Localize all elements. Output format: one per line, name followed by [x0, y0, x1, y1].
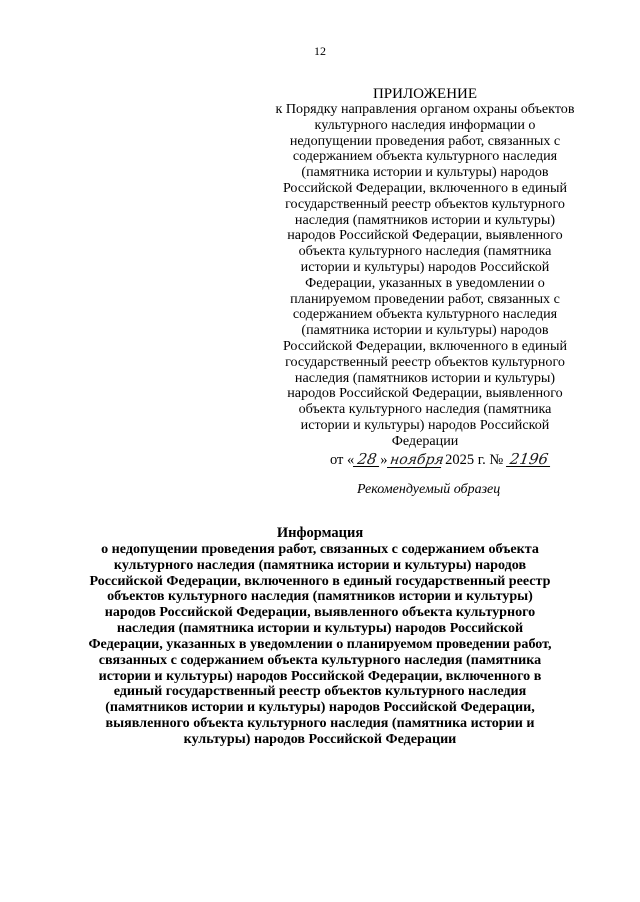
date-prefix: от «	[330, 452, 355, 468]
handwritten-month: ноября	[388, 452, 445, 468]
page-number: 12	[314, 44, 326, 58]
appendix-block	[262, 86, 588, 450]
info-title: Информация	[276, 525, 364, 541]
info-block	[0, 526, 640, 748]
info-body: о недопущении проведения работ, связанных с содержанием объекта культурного наследия (памятника истории и культуры) народов Российской Федерации, включенного в единый государственный реестр объектов культурного наследия (памятников истории и культуры) народов Российской Федерации, выявленного объекта культурного наследия (памятника истории и культуры) народов Российской Федерации, указанных в уведомлении о планируемом проведении работ, связанных с содержанием объекта культурного наследия (памятника истории и культуры) народов Российской Федерации, включенного в единый государственный реестр объектов культурного наследия (памятников истории и культуры) народов Российской Федерации, выявленного объекта культурного наследия (памятника истории и культуры) народов Российской Федерации	[88, 540, 552, 747]
handwritten-document-number: 2196	[506, 452, 552, 467]
date-line	[330, 450, 551, 470]
handwritten-day: 28	[353, 452, 381, 467]
date-year: 2025 г. №	[445, 452, 504, 468]
appendix-body: к Порядку направления органом охраны объектов культурного наследия информации о недопущении проведения работ, связанных с содержанием объекта культурного наследия (памятника истории и культуры) народов Российской Федерации, включенного в единый государственный реестр объектов культурного наследия (памятников истории и культуры) народов Российской Федерации, выявленного объекта культурного наследия (памятника истории и культуры) народов Российской Федерации, указанных в уведомлении о планируемом проведении работ, связанных с содержанием объекта культурного наследия (памятника истории и культуры) народов Российской Федерации, включенного в единый государственный реестр объектов культурного наследия (памятников истории и культуры) народов Российской Федерации, выявленного объекта культурного наследия (памятника истории и культуры) народов Российской Федерации	[275, 101, 575, 449]
sample-label: Рекомендуемый образец	[357, 482, 501, 497]
appendix-title: ПРИЛОЖЕНИЕ	[372, 86, 478, 102]
date-separator: »	[380, 452, 388, 468]
